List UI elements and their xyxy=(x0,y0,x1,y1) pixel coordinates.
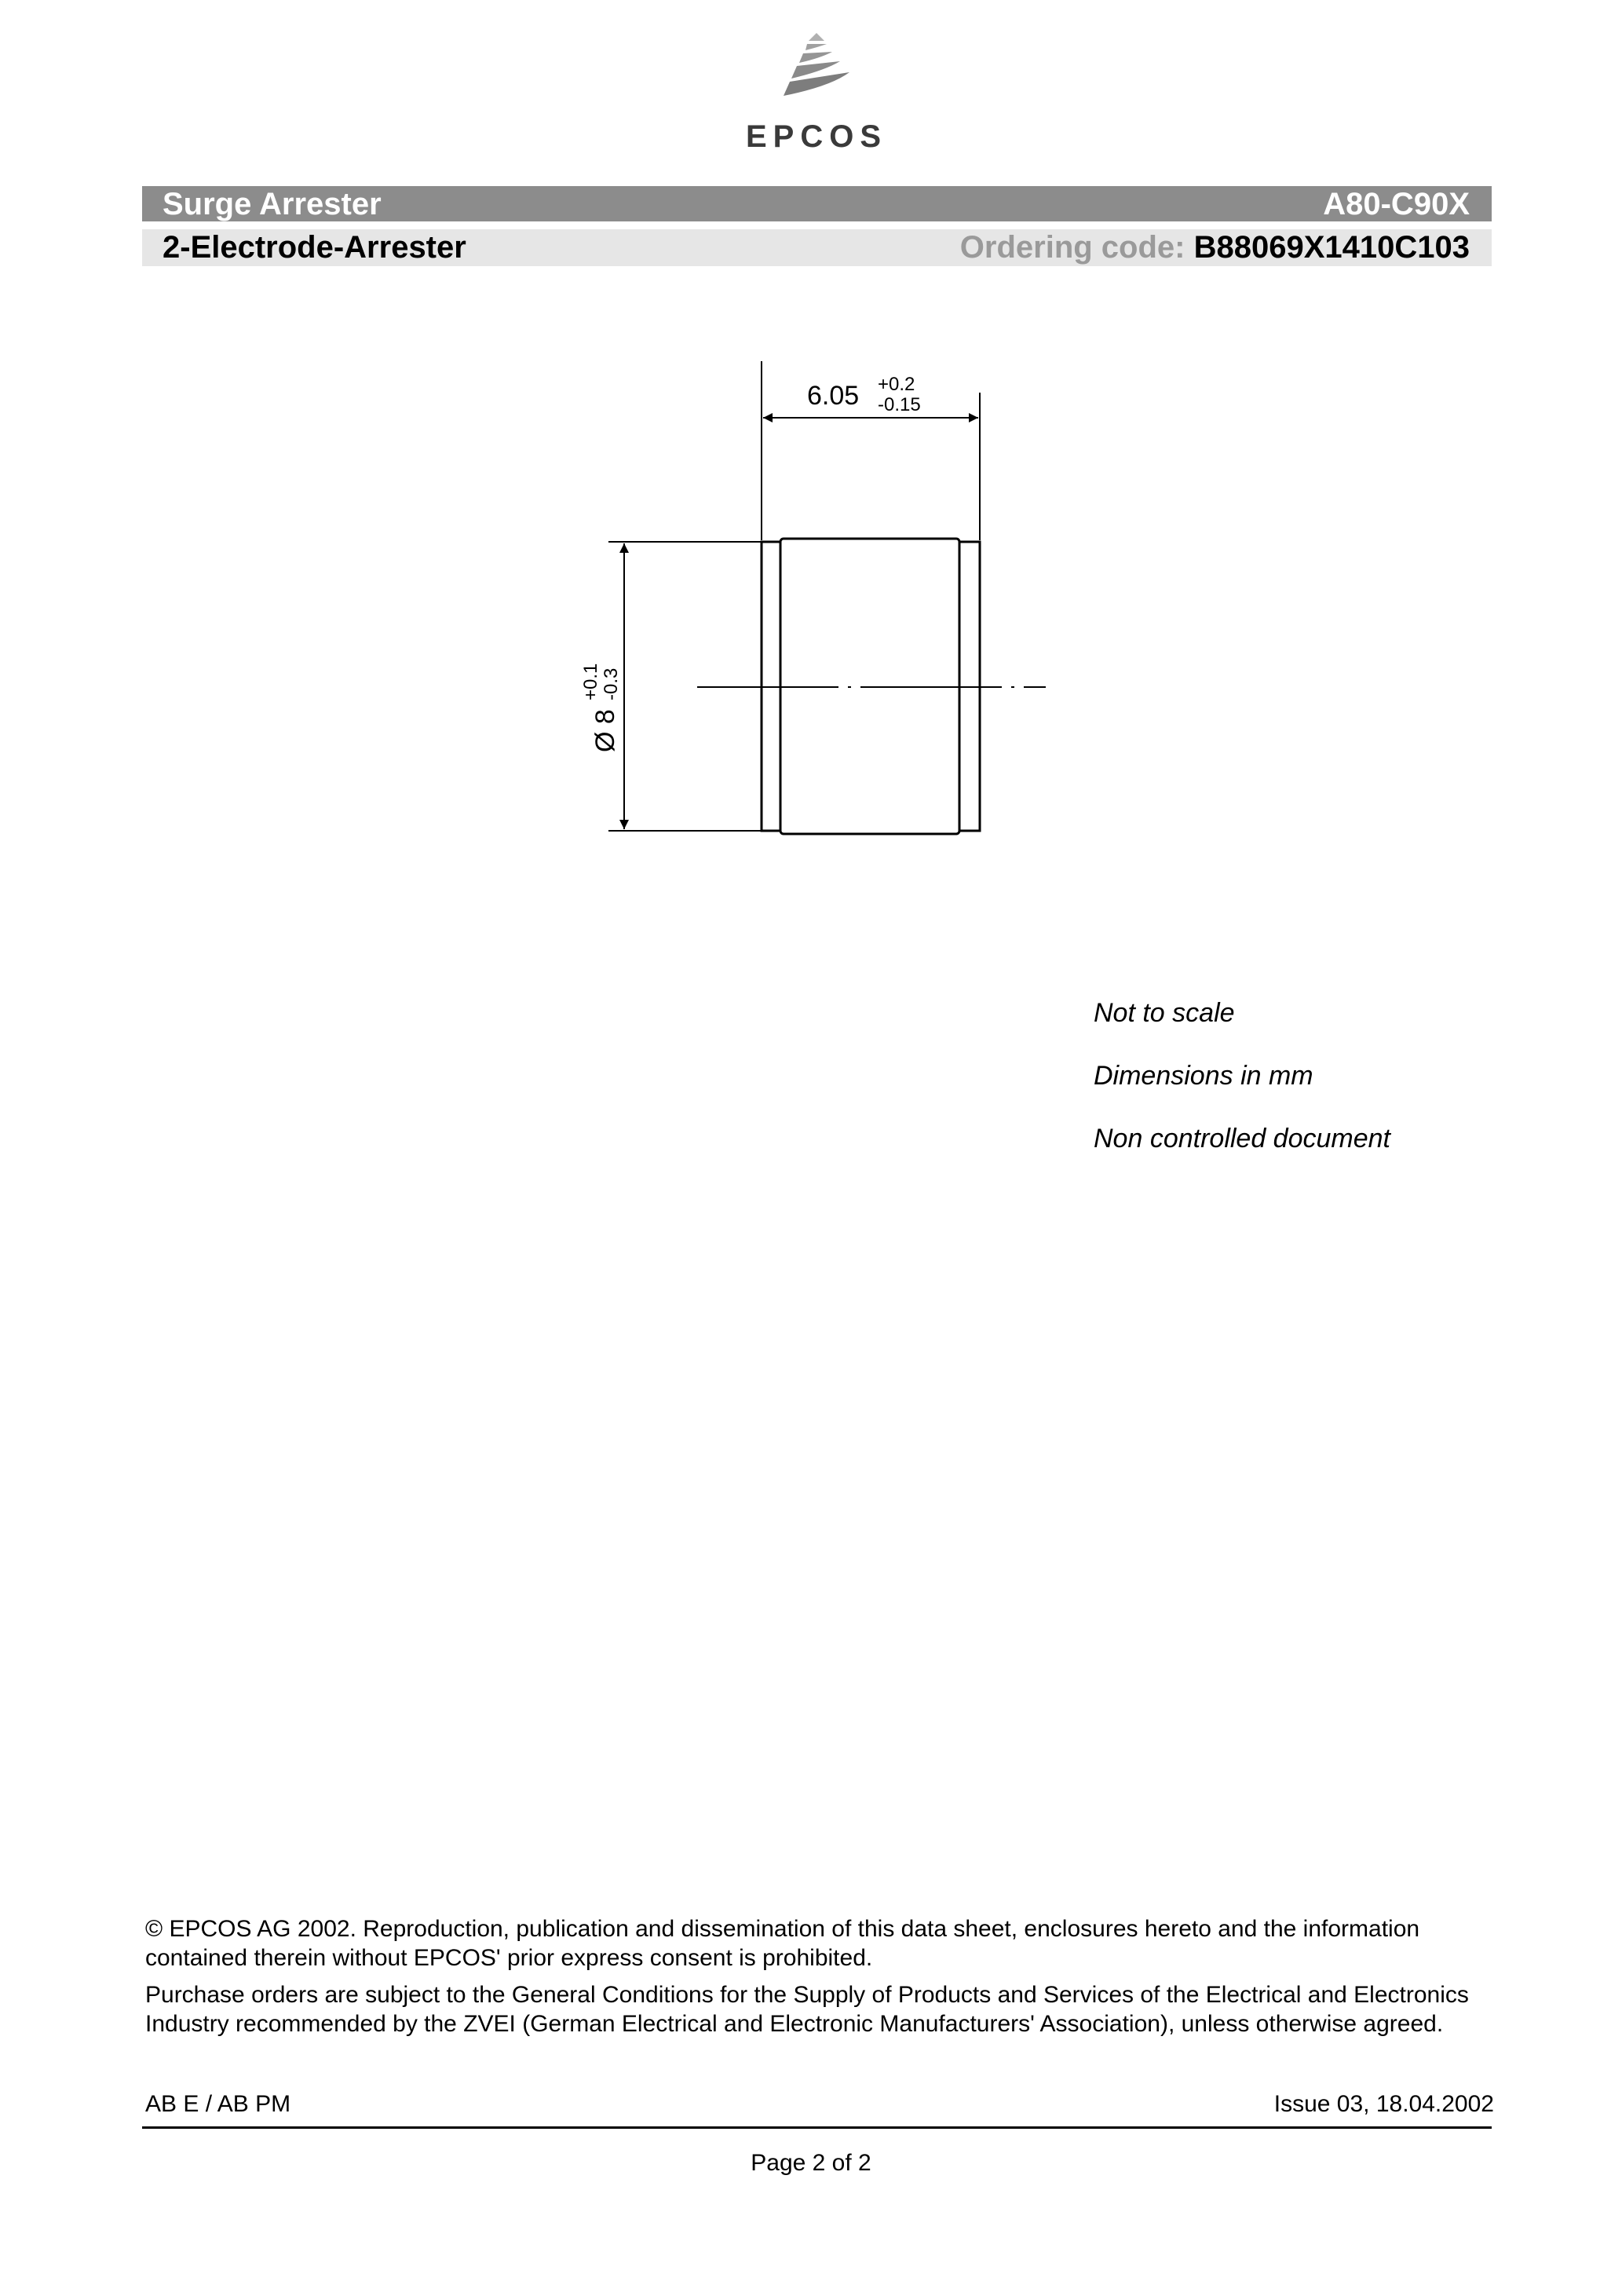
ordering-code: B88069X1410C103 xyxy=(1193,230,1470,265)
diameter-tol-plus: +0.1 xyxy=(580,663,601,700)
epcos-logo xyxy=(746,31,887,157)
product-type: Surge Arrester xyxy=(163,187,382,221)
diameter-tol-minus: -0.3 xyxy=(601,667,622,700)
part-number: A80-C90X xyxy=(1323,187,1470,221)
note-units: Dimensions in mm xyxy=(1094,1061,1313,1091)
note-control: Non controlled document xyxy=(1094,1124,1391,1153)
footer-departments: AB E / AB PM xyxy=(145,2091,291,2117)
dimension-drawing xyxy=(565,361,1068,864)
footer-divider xyxy=(142,2126,1492,2129)
length-tol-plus: +0.2 xyxy=(878,374,915,395)
diameter-nominal: Ø 8 xyxy=(590,709,620,752)
epcos-logo-text: EPCOS xyxy=(746,119,888,154)
footer-issue: Issue 03, 18.04.2002 xyxy=(1273,2091,1494,2117)
length-tol-minus: -0.15 xyxy=(878,394,921,415)
subtitle: 2-Electrode-Arrester xyxy=(163,230,466,265)
length-nominal: 6.05 xyxy=(807,381,860,411)
ordering-code-line xyxy=(960,229,1470,265)
copyright-text: © EPCOS AG 2002. Reproduction, publication and dissemination of this data sheet, enclosures hereto and the information contained therein without EPCOS' prior express consent is prohibited. xyxy=(145,1916,1420,1971)
title-bar xyxy=(142,186,1492,221)
purchase-conditions-text: Purchase orders are subject to the General Conditions for the Supply of Products and Services of the Electrical and Electronics Industry recommended by the ZVEI (German Electrical and Electronic Manufacturers' Association), unless otherwise agreed. xyxy=(145,1982,1469,2037)
note-scale: Not to scale xyxy=(1094,998,1235,1028)
ordering-code-label: Ordering code: xyxy=(959,230,1194,265)
page-number: Page 2 of 2 xyxy=(751,2150,871,2176)
subtitle-bar xyxy=(142,229,1492,266)
drawing-notes xyxy=(1094,997,1390,1186)
epcos-triangle-icon xyxy=(777,31,856,114)
copyright-notice xyxy=(145,1914,1496,2046)
